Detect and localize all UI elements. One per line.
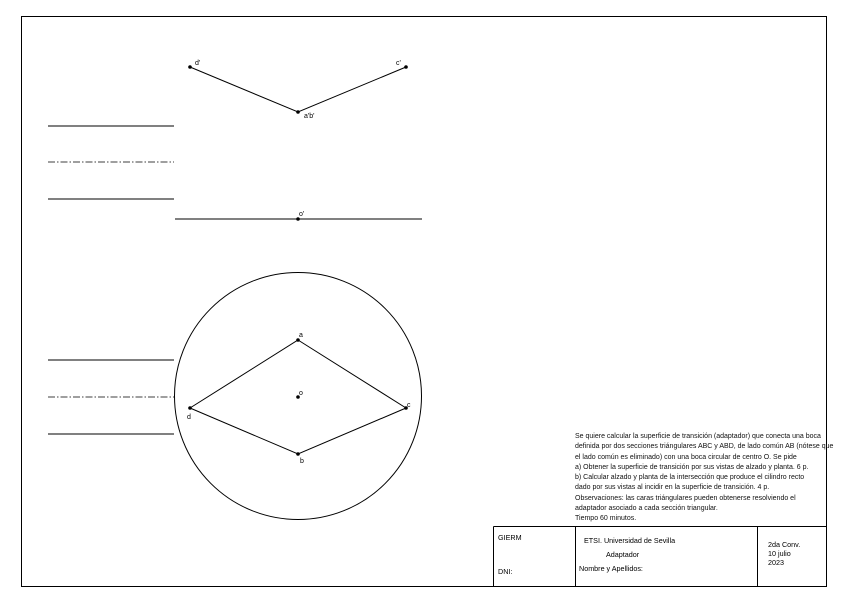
point-d-prime [188, 65, 192, 69]
program-label: GIERM [498, 533, 522, 542]
elevation-section-edge [190, 67, 406, 112]
point-ab-prime [296, 110, 300, 114]
statement-line: adaptador asociado a cada sección triangular. [575, 505, 718, 513]
statement-line: Tiempo 60 minutos. [575, 515, 637, 523]
statement-line: b) Calcular alzado y planta de la intersección que produce el cilindro recto [575, 474, 805, 482]
label-b: b [300, 458, 304, 465]
label-c-prime: c' [396, 60, 401, 67]
dni-label: DNI: [498, 567, 513, 576]
label-a: a [299, 332, 303, 339]
label-ab-prime: a'b' [304, 113, 315, 120]
year-label: 2023 [768, 558, 784, 567]
point-c-prime [404, 65, 408, 69]
point-d [188, 406, 192, 410]
statement-line: Observaciones: las caras triángulares pueden obtenerse resolviendo el [575, 494, 796, 502]
label-o-prime: o' [299, 211, 305, 218]
statement-line: dado por sus vistas al incidir en la superficie de transición. 4 p. [575, 484, 770, 492]
margin-lines-upper [48, 126, 174, 199]
date-label: 10 julio [768, 549, 791, 558]
subject-label: Adaptador [606, 550, 640, 559]
label-c: c [407, 402, 411, 409]
label-o: o [299, 390, 303, 397]
statement-line: a) Obtener la superficie de transición por sus vistas de alzado y planta. 6 p. [575, 463, 809, 471]
school-label: ETSI. Universidad de Sevilla [584, 536, 676, 545]
session-label: 2da Conv. [768, 540, 801, 549]
statement-line: Se quiere calcular la superficie de transición (adaptador) que conecta una boca [575, 433, 821, 440]
margin-lines-lower [48, 360, 174, 434]
name-field-label: Nombre y Apellidos: [579, 564, 643, 573]
problem-statement [575, 432, 834, 525]
statement-line: definida por dos secciones triángulares ABC y ABD, de lado común AB (nótese que [575, 443, 834, 451]
point-b [296, 452, 300, 456]
statement-line: el lado común es eliminado) con una boca circular de centro O. Se pide [575, 453, 797, 461]
label-d: d [187, 414, 191, 421]
label-d-prime: d' [195, 60, 201, 67]
